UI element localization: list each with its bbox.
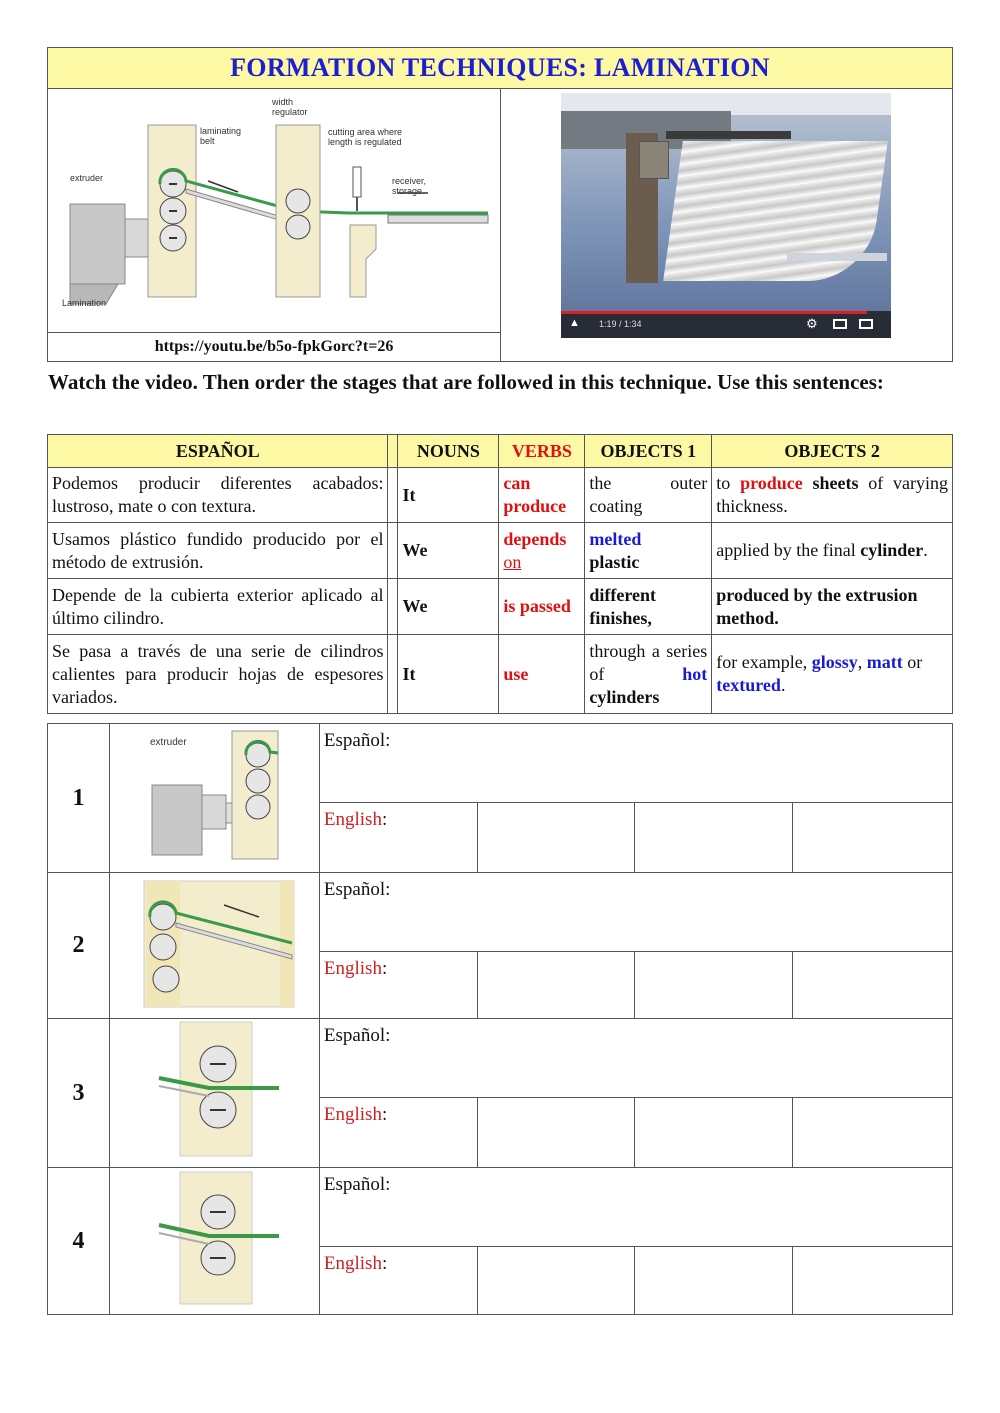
header-objects-2: OBJECTS 2 [712, 435, 953, 468]
verb: depends on [499, 523, 585, 579]
word-drop-slot[interactable] [477, 1247, 635, 1315]
es-answer-field[interactable]: Español: [319, 1019, 952, 1098]
video-controls [561, 311, 891, 338]
extruder-body [70, 204, 125, 284]
header-nouns: NOUNS [398, 435, 499, 468]
word-drop-slot[interactable] [635, 803, 793, 873]
noun: It [398, 635, 499, 714]
label-extruder: extruder [70, 173, 104, 183]
stage-picture [109, 724, 319, 873]
object-2: for example, glossy, matt or textured. [712, 635, 953, 714]
object-1: different finishes, [585, 579, 712, 635]
object-2: applied by the final cylinder. [712, 523, 953, 579]
extruder-rollers-image [114, 725, 314, 865]
vocab-row [48, 523, 953, 579]
belt-rollers-image [114, 877, 314, 1009]
stage-number: 1 [48, 724, 110, 873]
receiver-tray [388, 215, 488, 223]
label-belt: belt [200, 136, 215, 146]
noun: It [398, 468, 499, 523]
stage-row [48, 1168, 953, 1247]
word-drop-slot[interactable] [635, 1247, 793, 1315]
instructions: Watch the video. Then order the stages that are followed in this technique. Use this sentences: [48, 370, 884, 394]
word-drop-slot[interactable] [635, 1098, 793, 1168]
noun: We [398, 523, 499, 579]
stage-picture [109, 873, 319, 1019]
es-answer-field[interactable]: Español: [319, 873, 952, 952]
es-sentence: Depende de la cubierta exterior aplicado al último cilindro. [48, 579, 388, 635]
volume-icon[interactable]: ▲ [569, 317, 580, 329]
word-drop-slot[interactable] [793, 803, 953, 873]
lamination-diagram [48, 89, 498, 327]
laminating-belt [160, 169, 488, 213]
video-url[interactable]: https://youtu.be/b5o-fpkGorc?t=26 [48, 333, 501, 362]
en-answer-field[interactable]: English: [319, 952, 477, 1019]
video-progress[interactable] [561, 311, 867, 314]
video-time: 1:19 / 1:34 [599, 319, 642, 329]
video-thumbnail[interactable] [561, 93, 891, 338]
vocab-header-row [48, 435, 953, 468]
es-sentence: Usamos plástico fundido producido por el método de extrusión. [48, 523, 388, 579]
es-answer-field[interactable]: Español: [319, 1168, 952, 1247]
sheet-output-image [114, 1170, 314, 1306]
vocab-row [48, 579, 953, 635]
label-receiver: receiver, [392, 176, 427, 186]
theater-icon[interactable] [859, 319, 873, 329]
stage-picture [109, 1019, 319, 1168]
header-spacer [388, 435, 398, 468]
object-1: through a series of hot cylinders [585, 635, 712, 714]
object-1: melted plastic [585, 523, 712, 579]
stage-row [48, 724, 953, 803]
object-2: to produce sheets of varying thickness. [712, 468, 953, 523]
word-drop-slot[interactable] [793, 1098, 953, 1168]
video-cell [501, 89, 953, 362]
label-laminating: laminating [200, 126, 242, 136]
label-width: width [272, 97, 294, 107]
en-answer-field[interactable]: English: [319, 803, 477, 873]
en-answer-field[interactable]: English: [319, 1098, 477, 1168]
en-answer-field[interactable]: English: [319, 1247, 477, 1315]
label-cutting: cutting area where [328, 127, 403, 137]
label-length: length is regulated [328, 137, 402, 147]
verb: can produce [499, 468, 585, 523]
page-title: FORMATION TECHNIQUES: LAMINATION [48, 48, 953, 89]
verb: is passed [499, 579, 585, 635]
word-drop-slot[interactable] [635, 952, 793, 1019]
diagram-caption: Lamination [62, 298, 107, 308]
es-answer-field[interactable]: Español: [319, 724, 952, 803]
label-regulator: regulator [272, 107, 308, 117]
miniplayer-icon[interactable] [833, 319, 847, 329]
extruder-label: extruder [150, 737, 188, 748]
word-drop-slot[interactable] [477, 803, 635, 873]
answer-table [47, 723, 953, 1315]
es-sentence: Podemos producir diferentes acabados: lustroso, mate o con textura. [48, 468, 388, 523]
vocab-row [48, 468, 953, 523]
stage-number: 4 [48, 1168, 110, 1315]
noun: We [398, 579, 499, 635]
object-1: the outer coating [585, 468, 712, 523]
word-drop-slot[interactable] [477, 952, 635, 1019]
word-drop-slot[interactable] [477, 1098, 635, 1168]
label-storage: storage [392, 186, 423, 196]
header-verbs: VERBS [499, 435, 585, 468]
vocab-row [48, 635, 953, 714]
header-objects-1: OBJECTS 1 [585, 435, 712, 468]
object-2: produced by the extrusion method. [712, 579, 953, 635]
es-sentence: Se pasa a través de una serie de cilindros calientes para producir hojas de espesores variados. [48, 635, 388, 714]
gear-icon[interactable]: ⚙ [806, 316, 818, 331]
title-table [47, 47, 953, 362]
word-drop-slot[interactable] [793, 1247, 953, 1315]
word-drop-slot[interactable] [793, 952, 953, 1019]
header-espanol: ESPAÑOL [48, 435, 388, 468]
stage-row [48, 1019, 953, 1098]
diagram-cell [48, 89, 501, 333]
stage-row [48, 873, 953, 952]
verb: use [499, 635, 585, 714]
stage-number: 2 [48, 873, 110, 1019]
stage-number: 3 [48, 1019, 110, 1168]
vocab-table [47, 434, 953, 714]
width-regulator-image [114, 1020, 314, 1160]
stage-picture [109, 1168, 319, 1315]
